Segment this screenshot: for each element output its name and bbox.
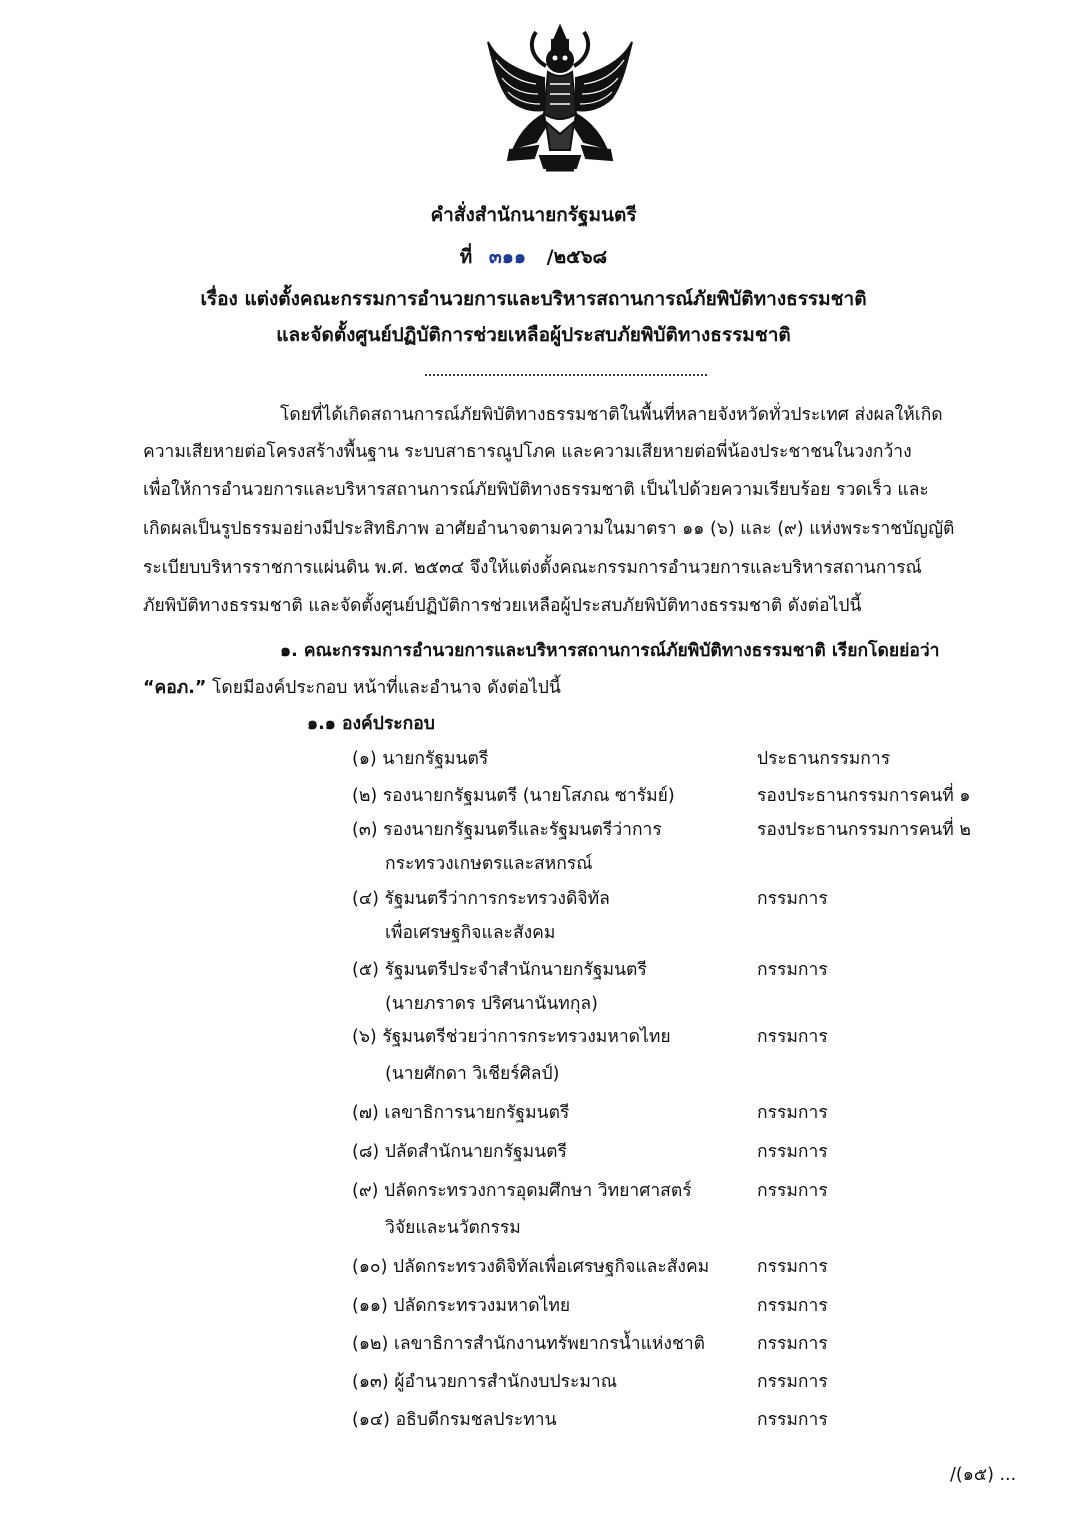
member-role-13: กรรมการ <box>757 1372 828 1392</box>
member-item-3-cont: กระทรวงเกษตรและสหกรณ์ <box>385 854 593 874</box>
intro-line-4: เกิดผลเป็นรูปธรรมอย่างมีประสิทธิภาพ อาศัยอำนาจตามความในมาตรา ๑๑ (๖) และ (๙) แห่งพระราชบัญญัติ <box>143 519 955 539</box>
intro-line-3: เพื่อให้การอำนวยการและบริหารสถานการณ์ภัยพิบัติทางธรรมชาติ เป็นไปด้วยความเรียบร้อย รวดเร็ว และ <box>143 480 929 500</box>
member-role-12: กรรมการ <box>757 1334 828 1354</box>
member-role-11: กรรมการ <box>757 1296 828 1316</box>
section-1-abbr: “คอภ.” <box>143 678 207 698</box>
member-item-2: (๒) รองนายกรัฐมนตรี (นายโสภณ ซารัมย์) <box>352 786 675 806</box>
member-item-6-cont: (นายศักดา วิเชียร์ศิลป์) <box>385 1064 560 1084</box>
member-role-4: กรรมการ <box>757 889 828 909</box>
page-continuation: /(๑๕) ... <box>950 1465 1017 1485</box>
member-item-1: (๑) นายกรัฐมนตรี <box>352 749 489 769</box>
order-number-value: ๓๑๑ <box>488 246 527 268</box>
order-number-year: /๒๕๖๘ <box>546 246 608 268</box>
member-item-4-cont: เพื่อเศรษฐกิจและสังคม <box>385 923 556 943</box>
subject-line-1: เรื่อง แต่งตั้งคณะกรรมการอำนวยการและบริหารสถานการณ์ภัยพิบัติทางธรรมชาติ <box>200 288 867 310</box>
member-item-12: (๑๒) เลขาธิการสำนักงานทรัพยากรน้ำแห่งชาติ <box>352 1334 706 1354</box>
member-item-6: (๖) รัฐมนตรีช่วยว่าการกระทรวงมหาดไทย <box>352 1027 671 1047</box>
subject-line-2: และจัดตั้งศูนย์ปฏิบัติการช่วยเหลือผู้ประสบภัยพิบัติทางธรรมชาติ <box>276 324 791 346</box>
member-item-5-cont: (นายภราดร ปริศนานันทกุล) <box>385 994 598 1014</box>
intro-line-1: โดยที่ได้เกิดสถานการณ์ภัยพิบัติทางธรรมชาติในพื้นที่หลายจังหวัดทั่วประเทศ ส่งผลให้เกิด <box>280 405 943 425</box>
intro-line-5: ระเบียบบริหารราชการแผ่นดิน พ.ศ. ๒๕๓๔ จึงให้แต่งตั้งคณะกรรมการอำนวยการและบริหารสถานการณ์ <box>143 558 922 578</box>
member-item-13: (๑๓) ผู้อำนวยการสำนักงบประมาณ <box>352 1372 617 1392</box>
member-role-6: กรรมการ <box>757 1027 828 1047</box>
member-item-3: (๓) รองนายกรัฐมนตรีและรัฐมนตรีว่าการ <box>352 820 662 840</box>
order-title: คำสั่งสำนักนายกรัฐมนตรี <box>430 204 637 226</box>
member-item-5: (๕) รัฐมนตรีประจำสำนักนายกรัฐมนตรี <box>352 960 647 980</box>
member-item-9-cont: วิจัยและนวัตกรรม <box>385 1218 521 1238</box>
member-item-14: (๑๔) อธิบดีกรมชลประทาน <box>352 1410 557 1430</box>
subsection-1-1-heading: ๑.๑ องค์ประกอบ <box>307 714 435 734</box>
member-item-4: (๔) รัฐมนตรีว่าการกระทรวงดิจิทัล <box>352 889 610 909</box>
member-role-10: กรรมการ <box>757 1257 828 1277</box>
member-item-9: (๙) ปลัดกระทรวงการอุดมศึกษา วิทยาศาสตร์ <box>352 1181 692 1201</box>
section-1-line-2-text: โดยมีองค์ประกอบ หน้าที่และอำนาจ ดังต่อไปนี้ <box>206 678 561 698</box>
section-1-line-2 <box>143 673 561 701</box>
order-number-prefix: ที่ <box>459 246 473 268</box>
section-1-heading: ๑. คณะกรรมการอำนวยการและบริหารสถานการณ์ภัยพิบัติทางธรรมชาติ เรียกโดยย่อว่า <box>280 641 940 661</box>
member-role-8: กรรมการ <box>757 1142 828 1162</box>
member-role-9: กรรมการ <box>757 1181 828 1201</box>
member-item-11: (๑๑) ปลัดกระทรวงมหาดไทย <box>352 1296 571 1316</box>
garuda-emblem-icon <box>480 22 640 180</box>
intro-line-2: ความเสียหายต่อโครงสร้างพื้นฐาน ระบบสาธารณูปโภค และความเสียหายต่อพี่น้องประชาชนในวงกว้าง <box>143 442 912 462</box>
member-role-2: รองประธานกรรมการคนที่ ๑ <box>757 786 971 806</box>
member-item-10: (๑๐) ปลัดกระทรวงดิจิทัลเพื่อเศรษฐกิจและสังคม <box>352 1257 710 1277</box>
member-role-5: กรรมการ <box>757 960 828 980</box>
member-role-1: ประธานกรรมการ <box>757 749 891 769</box>
member-role-7: กรรมการ <box>757 1103 828 1123</box>
order-number <box>0 242 1067 272</box>
member-item-7: (๗) เลขาธิการนายกรัฐมนตรี <box>352 1103 570 1123</box>
separator-dots <box>425 374 707 376</box>
member-role-14: กรรมการ <box>757 1410 828 1430</box>
member-item-8: (๘) ปลัดสำนักนายกรัฐมนตรี <box>352 1142 567 1162</box>
intro-line-6: ภัยพิบัติทางธรรมชาติ และจัดตั้งศูนย์ปฏิบัติการช่วยเหลือผู้ประสบภัยพิบัติทางธรรมชาติ ดังต่อไปนี้ <box>143 596 862 616</box>
member-role-3: รองประธานกรรมการคนที่ ๒ <box>757 820 971 840</box>
